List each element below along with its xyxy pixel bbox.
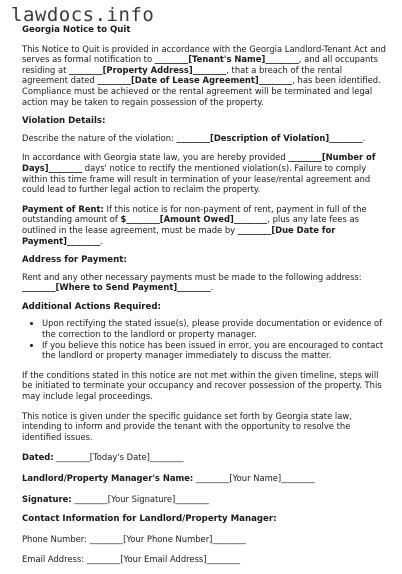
- dated-line: [22, 452, 388, 463]
- payment-of-rent-text-1: If this notice is for non-payment of rent, payment in full of the outstanding amount of: [22, 203, 367, 225]
- property-address-field: ________[Property Address]________: [69, 64, 227, 75]
- contact-heading: Contact Information for Landlord/Property Manager:: [22, 514, 277, 525]
- document-title: Georgia Notice to Quit: [22, 25, 131, 35]
- violation-describe-text: Describe the nature of the violation:: [22, 132, 177, 143]
- guidance-paragraph: This notice is given under the specific guidance set forth by Georgia state law, intending to inform and provide the tenant with the opportunity to resolve the identified issues.: [22, 410, 352, 442]
- payment-address-paragraph: [22, 272, 388, 293]
- dated-field: ________[Today's Date]________: [53, 452, 184, 463]
- due-date-field: ________[Due Date for Payment]________: [22, 224, 336, 246]
- manager-name-field: ________[Your Name]________: [193, 473, 315, 483]
- site-watermark: lawdocs.info: [11, 4, 155, 26]
- phone-label: Phone Number:: [22, 533, 87, 544]
- violation-describe-end: .: [362, 132, 366, 143]
- notice-document: [22, 25, 388, 574]
- amount-owed-field: $________[Amount Owed]________: [120, 214, 268, 225]
- phone-line: [22, 534, 388, 545]
- intro-text-2: , and all occupants residing at: [22, 54, 379, 75]
- dated-label: Dated:: [22, 452, 54, 463]
- intro-text-1: This Notice to Quit is provided in accordance with the Georgia Landlord-Tenant Act and serves as formal notification to: [22, 43, 386, 65]
- intro-text-4: , has been identified. Compliance must be achieved or the rental agreement will be terminated and legal action may be taken to regain possession of the property.: [22, 75, 381, 107]
- payment-of-rent-text-2: , plus any late fees as outlined in the lease agreement, must be made by: [22, 214, 359, 235]
- intro-paragraph: [22, 44, 388, 108]
- additional-actions-heading: Additional Actions Required:: [22, 301, 161, 312]
- manager-name-line: [22, 473, 388, 484]
- notice-period-text-1: In accordance with Georgia state law, you are hereby provided: [22, 152, 289, 163]
- email-label: Email Address:: [22, 554, 85, 565]
- tenant-name-field: ________[Tenant's Name]________: [154, 54, 299, 65]
- notice-period-text-2: days' notice to rectify the mentioned violation(s). Failure to comply within this time frame will result in termination of your lease/rental agreement and could lead to further legal action to reclaim the property.: [22, 162, 371, 195]
- manager-name-label: Landlord/Property Manager's Name:: [22, 473, 194, 483]
- signature-label: Signature:: [22, 493, 72, 504]
- email-field: ________[Your Email Address]________: [84, 554, 241, 565]
- list-item: • Upon rectifying the stated issue(s), please provide documentation or evidence of the correction to the landlord or property manager.: [42, 318, 388, 339]
- payment-of-rent-label: Payment of Rent:: [22, 203, 104, 214]
- notice-period-paragraph: [22, 152, 388, 194]
- list-item: • If you believe this notice has been issued in error, you are encouraged to contact the landlord or property manager immediately to discuss the matter.: [42, 340, 388, 361]
- payment-address-end: .: [210, 282, 214, 293]
- lease-date-field: ________[Date of Lease Agreement]________: [97, 75, 293, 86]
- phone-field: ________[Your Phone Number]________: [86, 533, 246, 544]
- payment-address-field: ________[Where to Send Payment]________: [22, 282, 211, 293]
- number-of-days-field: ________[Number of Days]________: [22, 152, 376, 173]
- signature-line: [22, 494, 388, 505]
- violation-description-field: ________[Description of Violation]________: [176, 132, 363, 143]
- payment-of-rent-end: .: [100, 235, 104, 246]
- payment-of-rent-paragraph: [22, 204, 388, 246]
- violation-description: [22, 133, 388, 144]
- additional-actions-list: [22, 318, 388, 360]
- signature-field: ________[Your Signature]________: [71, 493, 209, 504]
- conditions-paragraph: If the conditions stated in this notice are not met within the given timeline, steps will be initiated to terminate your occupancy and recover possession of the property. This may include legal proceedings.: [22, 369, 382, 402]
- violation-heading: Violation Details:: [22, 116, 106, 127]
- payment-address-heading: Address for Payment:: [22, 255, 127, 266]
- payment-address-text: Rent and any other necessary payments must be made to the following address:: [22, 271, 362, 282]
- intro-text-3: , that a breach of the rental agreement dated: [22, 64, 343, 86]
- email-line: [22, 554, 388, 565]
